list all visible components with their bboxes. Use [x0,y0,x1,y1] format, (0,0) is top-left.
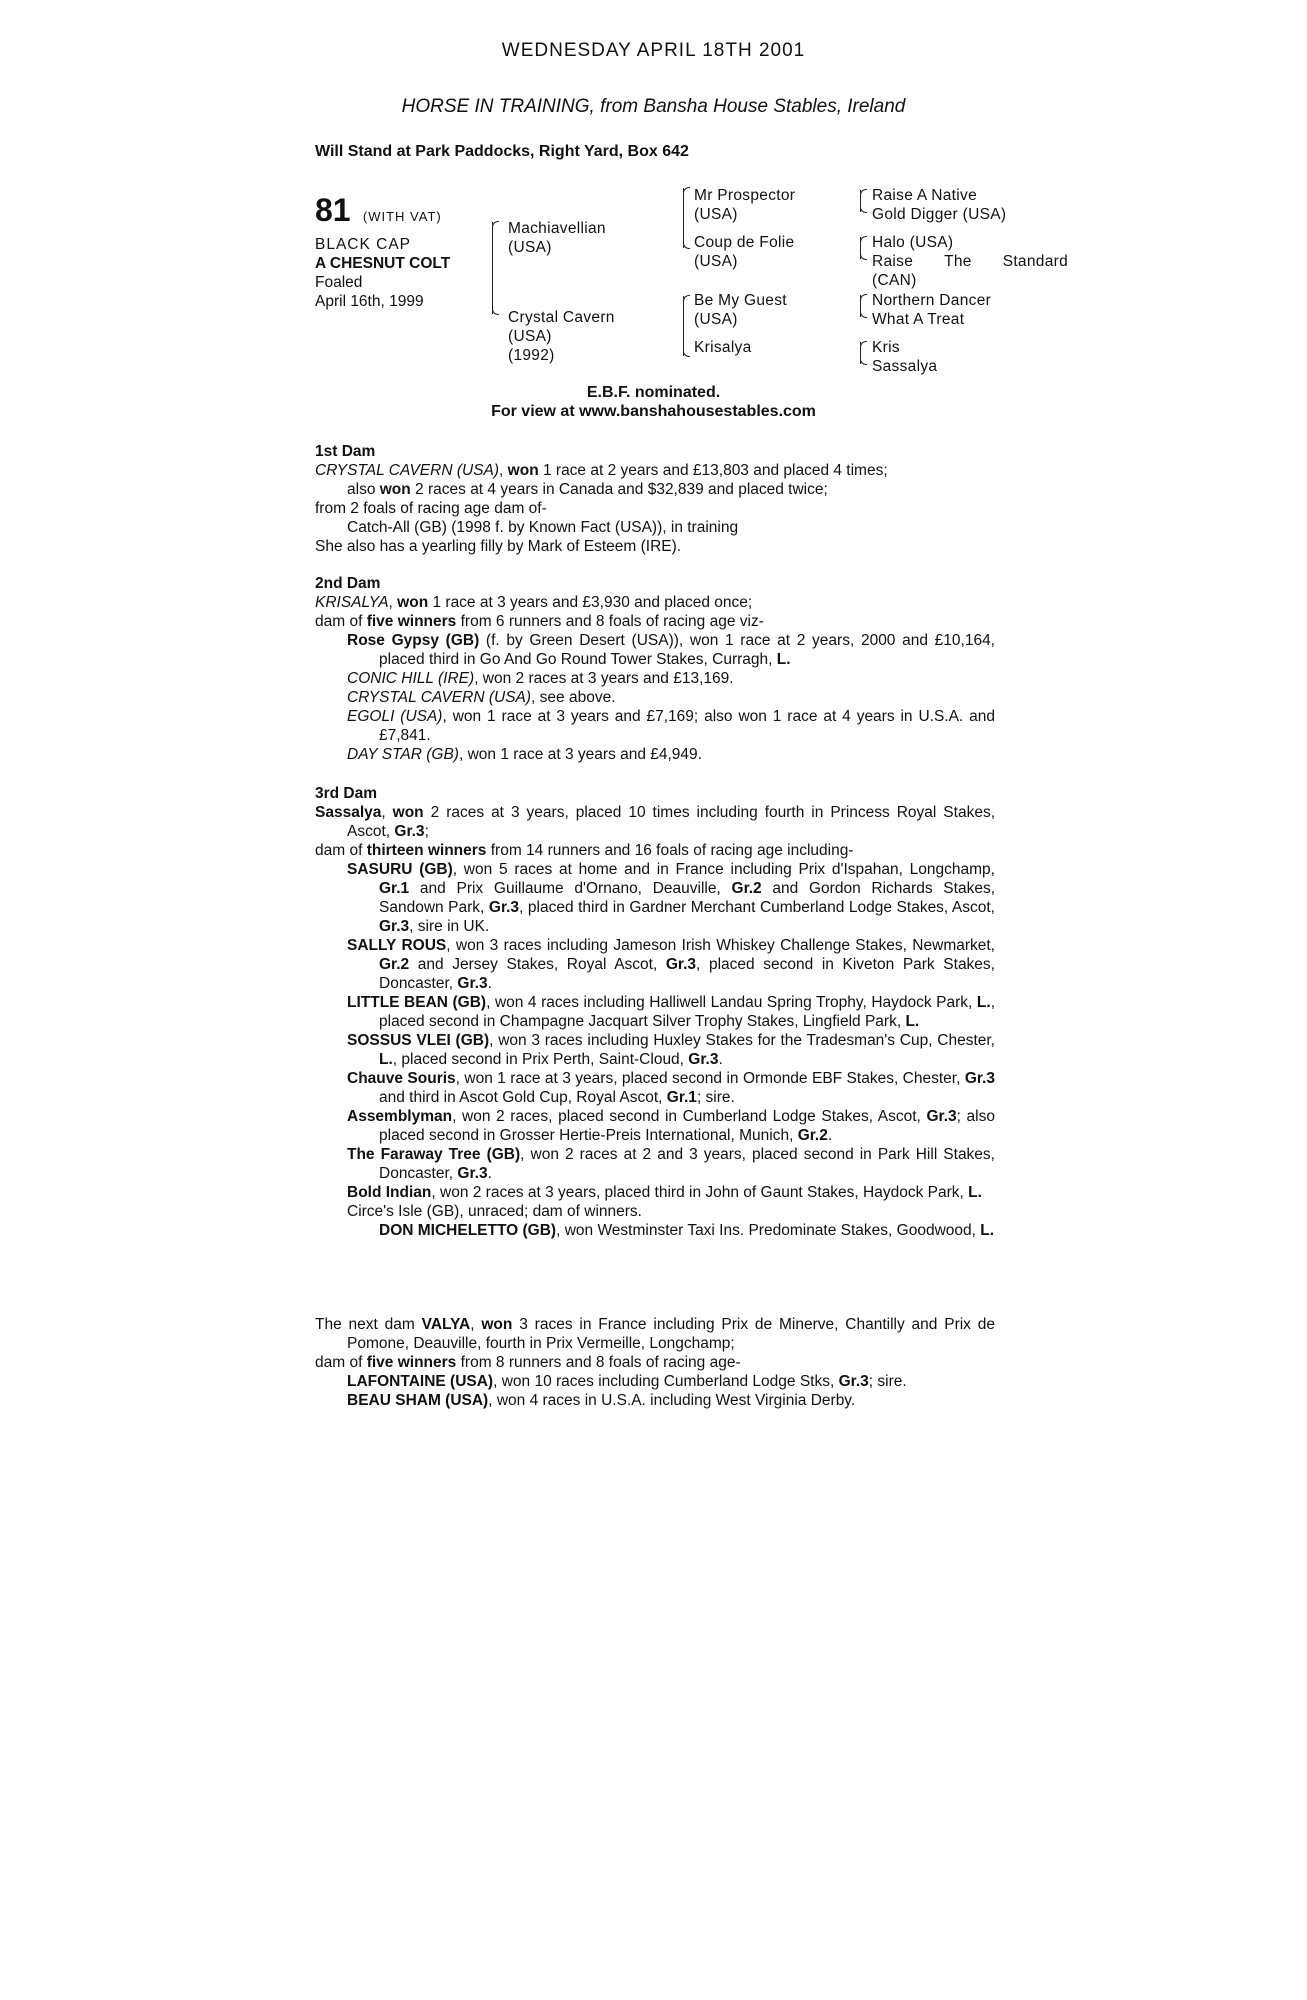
first-dam-record-2: also won 2 races at 4 years in Canada and $32,839 and placed twice; [347,481,828,498]
stand-location: Will Stand at Park Paddocks, Right Yard, Box 642 [315,143,689,160]
pedigree-dam-dam: Krisalya [694,339,752,356]
lot-number: 81 [315,192,351,228]
coup-de-folie-brace [860,237,869,259]
third-dam-section [315,784,995,1240]
produce-rose-gypsy: Rose Gypsy (GB) (f. by Green Desert (USA)), won 1 race at 2 years, 2000 and £10,164, placed third in Go And Go Round Tower Stakes, Curragh, L. [347,632,995,668]
horse-info [315,235,450,311]
krisalya-brace [860,342,869,364]
third-dam-produce-intro: dam of thirteen winners from 14 runners and 16 foals of racing age including- [315,842,854,859]
pedigree-sd-dam: Raise The Standard (CAN) [872,253,1068,289]
produce-little-bean: LITTLE BEAN (GB), won 4 races including Halliwell Landau Spring Trophy, Haydock Park, L., placed second in Champagne Jacquart Silver Trophy Stakes, Lingfield Park, L. [347,994,995,1030]
second-dam-heading: 2nd Dam [315,575,381,592]
produce-circes-isle: Circe's Isle (GB), unraced; dam of winners. [347,1203,642,1220]
ebf-note: E.B.F. nominated. [586,384,721,401]
next-dam-produce-intro: dam of five winners from 8 runners and 8 foals of racing age- [315,1354,741,1371]
lot-number-block [315,192,442,229]
lot-subtitle: HORSE IN TRAINING, from Bansha House Stables, Ireland [401,96,906,117]
vat-label: (WITH VAT) [362,209,442,224]
pedigree-sd-sire: Halo (USA) [872,234,954,251]
next-dam-section [315,1315,995,1410]
pedigree-ss-dam: Gold Digger (USA) [872,206,1007,223]
horse-description: A CHESNUT COLT [315,255,451,272]
foaled-label: Foaled [315,274,363,291]
sale-date: WEDNESDAY APRIL 18TH 2001 [501,40,806,61]
pedigree-ds-dam: What A Treat [872,311,965,328]
produce-day-star: DAY STAR (GB), won 1 race at 3 years and £4,949. [347,746,702,763]
foaled-date: April 16th, 1999 [315,293,424,310]
produce-faraway-tree: The Faraway Tree (GB), won 2 races at 2 and 3 years, placed second in Park Hill Stakes, Doncaster, Gr.3. [347,1146,995,1182]
pedigree-dam-sire: Be My Guest (USA) [694,292,787,328]
second-dam-record: KRISALYA, won 1 race at 3 years and £3,930 and placed once; [315,594,753,611]
second-dam-section [315,574,995,764]
next-dam-record: The next dam VALYA, won 3 races in France including Prix de Minerve, Chantilly and Prix de Pomone, Deauville, fourth in Prix Vermeille, Longchamp; [315,1316,996,1352]
produce-bold-indian: Bold Indian, won 2 races at 3 years, placed third in John of Gaunt Stakes, Haydock Park, L. [347,1184,982,1201]
third-dam-record: Sassalya, won 2 races at 3 years, placed 10 times including fourth in Princess Royal Stakes, Ascot, Gr.3; [315,804,995,840]
mr-prospector-brace [860,190,869,212]
pedigree-sire: Machiavellian (USA) [508,220,606,256]
pedigree-ss-sire: Raise A Native [872,187,978,204]
dam-brace [683,296,692,356]
pedigree-sire-sire: Mr Prospector (USA) [694,187,796,223]
produce-beau-sham: BEAU SHAM (USA), won 4 races in U.S.A. including West Virginia Derby. [347,1392,856,1409]
first-dam-heading: 1st Dam [315,443,376,460]
first-dam-produce-intro: from 2 foals of racing age dam of- [315,500,547,517]
produce-chauve-souris: Chauve Souris, won 1 race at 3 years, placed second in Ormonde EBF Stakes, Chester, Gr.3 and third in Ascot Gold Cup, Royal Ascot, Gr.1; sire. [347,1070,995,1106]
produce-conic-hill: CONIC HILL (IRE), won 2 races at 3 years and £13,169. [347,670,734,687]
produce-crystal-cavern: CRYSTAL CAVERN (USA), see above. [347,689,616,706]
pedigree-dam: Crystal Cavern (USA) (1992) [508,309,615,364]
produce-egoli: EGOLI (USA), won 1 race at 3 years and £7,169; also won 1 race at 4 years in U.S.A. and £7,841. [347,708,996,744]
produce-sasuru: SASURU (GB), won 5 races at home and in France including Prix d'Ispahan, Longchamp, Gr.1 and Prix Guillaume d'Ornano, Deauville, Gr.2 and Gordon Richards Stakes, Sandown Park, Gr.3, placed third in Gardner Merchant Cumberland Lodge Stakes, Ascot, Gr.3, sire in UK. [347,861,996,935]
first-dam-section [315,442,995,556]
second-dam-produce-intro: dam of five winners from 6 runners and 8 foals of racing age viz- [315,613,764,630]
produce-sally-rous: SALLY ROUS, won 3 races including Jameson Irish Whiskey Challenge Stakes, Newmarket, Gr.2 and Jersey Stakes, Royal Ascot, Gr.3, placed second in Kiveton Park Stakes, Doncaster, Gr.3. [347,937,995,992]
third-dam-heading: 3rd Dam [315,785,378,802]
view-note: For view at www.banshahousestables.com [491,403,816,420]
produce-assemblyman: Assemblyman, won 2 races, placed second in Cumberland Lodge Stakes, Ascot, Gr.3; also placed second in Grosser Hertie-Preis International, Munich, Gr.2. [347,1108,995,1144]
first-dam-record: CRYSTAL CAVERN (USA), won 1 race at 2 years and £13,803 and placed 4 times; [315,462,888,479]
pedigree-dd-dam: Sassalya [872,358,938,375]
first-dam-produce-1: Catch-All (GB) (1998 f. by Known Fact (USA)), in training [347,519,739,536]
produce-lafontaine: LAFONTAINE (USA), won 10 races including Cumberland Lodge Stks, Gr.3; sire. [347,1373,907,1390]
produce-sossus-vlei: SOSSUS VLEI (GB), won 3 races including Huxley Stakes for the Tradesman's Cup, Chester, L., placed second in Prix Perth, Saint-Cloud, Gr.3. [347,1032,995,1068]
pedigree-ds-sire: Northern Dancer [872,292,992,309]
first-dam-yearling: She also has a yearling filly by Mark of Esteem (IRE). [315,538,682,555]
sire-brace [683,188,692,248]
sire-dam-brace [492,222,501,314]
produce-don-micheletto: DON MICHELETTO (GB), won Westminster Taxi Ins. Predominate Stakes, Goodwood, L. [379,1222,995,1239]
pedigree-dd-sire: Kris [872,339,900,356]
horse-colour: BLACK CAP [315,236,412,253]
pedigree-sire-dam: Coup de Folie (USA) [694,234,795,270]
be-my-guest-brace [860,295,869,317]
